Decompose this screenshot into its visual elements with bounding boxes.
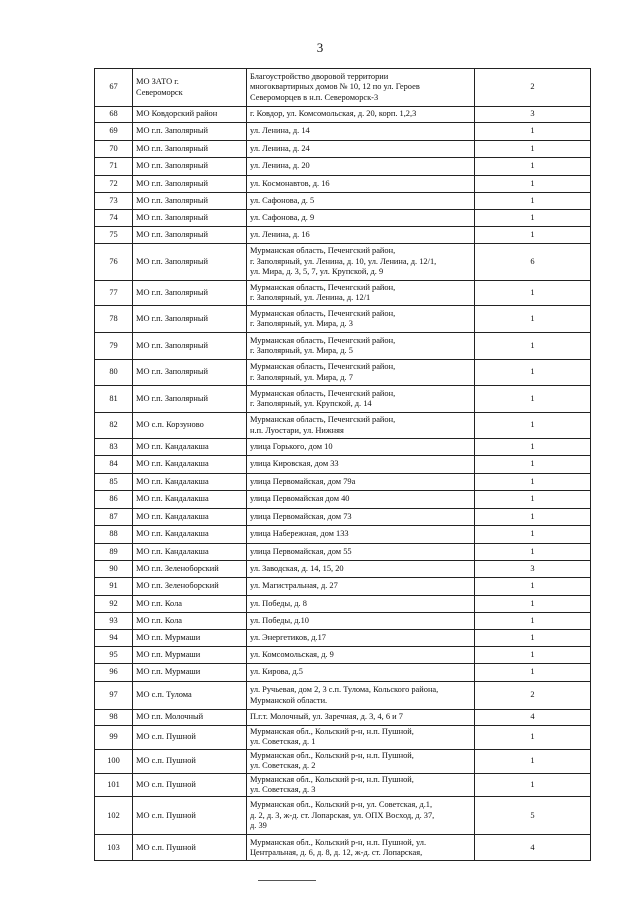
- table-row: [95, 386, 591, 413]
- row-number: 84: [95, 456, 133, 474]
- table-row: [95, 544, 591, 561]
- table-row: [95, 333, 591, 360]
- table-row: [95, 281, 591, 306]
- row-count: 1: [475, 647, 591, 664]
- table-row: [95, 193, 591, 210]
- row-count: 1: [475, 491, 591, 509]
- table-row: [95, 773, 591, 797]
- row-municipality: МО г.п. Заполярный: [133, 227, 247, 244]
- table-row: [95, 647, 591, 664]
- table-row: [95, 664, 591, 682]
- row-address: ул. Победы, д. 8: [247, 596, 475, 613]
- row-number: 74: [95, 210, 133, 227]
- row-municipality: МО г.п. Мурмаши: [133, 630, 247, 647]
- table-row: [95, 210, 591, 227]
- row-number: 76: [95, 244, 133, 281]
- row-address: ул. Комсомольская, д. 9: [247, 647, 475, 664]
- row-address: улица Набережная, дом 133: [247, 526, 475, 544]
- row-municipality: МО г.п. Кола: [133, 613, 247, 630]
- row-count: 1: [475, 281, 591, 306]
- table-row: [95, 439, 591, 456]
- row-address: Мурманская область, Печенгский район, г. Заполярный, ул. Крупской, д. 14: [247, 386, 475, 413]
- table-row: [95, 123, 591, 141]
- table-row: [95, 710, 591, 726]
- row-municipality: МО г.п. Молочный: [133, 710, 247, 726]
- row-address: улица Первомайская дом 40: [247, 491, 475, 509]
- row-address: ул. Космонавтов, д. 16: [247, 176, 475, 193]
- row-municipality: МО г.п. Мурмаши: [133, 664, 247, 682]
- row-address: ул. Заводская, д. 14, 15, 20: [247, 561, 475, 578]
- row-number: 67: [95, 69, 133, 107]
- row-municipality: МО г.п. Кандалакша: [133, 544, 247, 561]
- row-address: Мурманская область, Печенгский район, г. Заполярный, ул. Ленина, д. 12/1: [247, 281, 475, 306]
- row-number: 68: [95, 107, 133, 123]
- row-count: 1: [475, 664, 591, 682]
- row-municipality: МО г.п. Заполярный: [133, 193, 247, 210]
- row-number: 82: [95, 413, 133, 439]
- table-row: [95, 726, 591, 750]
- row-municipality: МО г.п. Кандалакша: [133, 491, 247, 509]
- row-count: 1: [475, 509, 591, 526]
- row-municipality: МО г.п. Заполярный: [133, 244, 247, 281]
- row-address: Мурманская обл., Кольский р-н, н.п. Пушной, ул. Центральная, д. 6, д. 8, д. 12, ж-д. ст. Лопарская,: [247, 835, 475, 861]
- row-municipality: МО г.п. Кандалакша: [133, 509, 247, 526]
- row-count: 1: [475, 333, 591, 360]
- row-number: 77: [95, 281, 133, 306]
- row-number: 89: [95, 544, 133, 561]
- row-address: ул. Победы, д.10: [247, 613, 475, 630]
- row-municipality: МО г.п. Заполярный: [133, 281, 247, 306]
- row-count: 5: [475, 797, 591, 835]
- row-number: 95: [95, 647, 133, 664]
- table-row: [95, 682, 591, 710]
- row-count: 1: [475, 210, 591, 227]
- table-row: [95, 561, 591, 578]
- row-address: улица Первомайская, дом 55: [247, 544, 475, 561]
- row-number: 81: [95, 386, 133, 413]
- row-number: 78: [95, 306, 133, 333]
- addresses-table: [94, 68, 591, 861]
- row-count: 1: [475, 749, 591, 773]
- row-number: 94: [95, 630, 133, 647]
- row-address: ул. Ленина, д. 14: [247, 123, 475, 141]
- row-municipality: МО г.п. Заполярный: [133, 123, 247, 141]
- table-row: [95, 141, 591, 158]
- row-number: 101: [95, 773, 133, 797]
- row-address: Мурманская область, Печенгский район, г. Заполярный, ул. Мира, д. 5: [247, 333, 475, 360]
- table-row: [95, 244, 591, 281]
- row-municipality: МО с.п. Пушной: [133, 726, 247, 750]
- row-count: 4: [475, 835, 591, 861]
- table-row: [95, 613, 591, 630]
- row-address: Мурманская область, Печенгский район, н.п. Луостари, ул. Нижняя: [247, 413, 475, 439]
- row-municipality: МО с.п. Пушной: [133, 797, 247, 835]
- table-row: [95, 360, 591, 386]
- row-count: 1: [475, 613, 591, 630]
- row-municipality: МО с.п. Пушной: [133, 835, 247, 861]
- row-number: 88: [95, 526, 133, 544]
- row-address: ул. Ленина, д. 20: [247, 158, 475, 176]
- row-number: 79: [95, 333, 133, 360]
- row-number: 99: [95, 726, 133, 750]
- row-address: г. Ковдор, ул. Комсомольская, д. 20, корп. 1,2,3: [247, 107, 475, 123]
- row-address: Мурманская область, Печенгский район, г. Заполярный, ул. Мира, д. 3: [247, 306, 475, 333]
- table-row: [95, 491, 591, 509]
- row-municipality: МО с.п. Тулома: [133, 682, 247, 710]
- row-address: Мурманская область, Печенгский район, г. Заполярный, ул. Мира, д. 7: [247, 360, 475, 386]
- row-municipality: МО с.п. Пушной: [133, 749, 247, 773]
- row-municipality: МО г.п. Кандалакша: [133, 456, 247, 474]
- row-count: 1: [475, 123, 591, 141]
- row-municipality: МО г.п. Заполярный: [133, 306, 247, 333]
- row-count: 1: [475, 306, 591, 333]
- row-address: ул. Ручьевая, дом 2, 3 с.п. Тулома, Кольского района, Мурманской области.: [247, 682, 475, 710]
- row-number: 75: [95, 227, 133, 244]
- row-municipality: МО г.п. Заполярный: [133, 333, 247, 360]
- row-count: 1: [475, 526, 591, 544]
- row-municipality: МО г.п. Зеленоборский: [133, 561, 247, 578]
- table-row: [95, 306, 591, 333]
- table-row: [95, 227, 591, 244]
- row-number: 100: [95, 749, 133, 773]
- table-row: [95, 456, 591, 474]
- row-address: П.г.т. Молочный, ул. Заречная, д. 3, 4, 6 и 7: [247, 710, 475, 726]
- row-municipality: МО г.п. Кандалакша: [133, 474, 247, 491]
- row-count: 1: [475, 726, 591, 750]
- row-number: 69: [95, 123, 133, 141]
- row-address: Благоустройство дворовой территории многоквартирных домов № 10, 12 по ул. Героев Североморцев в н.п. Североморск-3: [247, 69, 475, 107]
- row-count: 1: [475, 456, 591, 474]
- footer-divider: [258, 880, 316, 881]
- row-municipality: МО г.п. Заполярный: [133, 386, 247, 413]
- row-municipality: МО с.п. Корзуново: [133, 413, 247, 439]
- row-address: Мурманская область, Печенгский район, г. Заполярный, ул. Ленина, д. 10, ул. Ленина, д. 12/1, ул. Мира, д. 3, 5, 7, ул. Крупской, д. 9: [247, 244, 475, 281]
- row-number: 72: [95, 176, 133, 193]
- row-municipality: МО Ковдорский район: [133, 107, 247, 123]
- row-number: 70: [95, 141, 133, 158]
- row-count: 2: [475, 69, 591, 107]
- row-number: 93: [95, 613, 133, 630]
- row-address: ул. Сафонова, д. 9: [247, 210, 475, 227]
- row-number: 86: [95, 491, 133, 509]
- table-row: [95, 797, 591, 835]
- row-count: 1: [475, 227, 591, 244]
- row-address: улица Первомайская, дом 79а: [247, 474, 475, 491]
- row-count: 1: [475, 474, 591, 491]
- row-address: Мурманская обл., Кольский р-н, н.п. Пушной, ул. Советская, д. 1: [247, 726, 475, 750]
- table-row: [95, 107, 591, 123]
- row-number: 97: [95, 682, 133, 710]
- row-count: 1: [475, 386, 591, 413]
- row-count: 1: [475, 596, 591, 613]
- row-count: 1: [475, 141, 591, 158]
- row-number: 102: [95, 797, 133, 835]
- row-municipality: МО г.п. Заполярный: [133, 158, 247, 176]
- row-address: ул. Кирова, д.5: [247, 664, 475, 682]
- row-address: Мурманская обл., Кольский р-н, н.п. Пушной, ул. Советская, д. 2: [247, 749, 475, 773]
- row-municipality: МО г.п. Кандалакша: [133, 439, 247, 456]
- row-number: 92: [95, 596, 133, 613]
- row-municipality: МО г.п. Кандалакша: [133, 526, 247, 544]
- row-municipality: МО г.п. Кола: [133, 596, 247, 613]
- row-number: 71: [95, 158, 133, 176]
- row-count: 6: [475, 244, 591, 281]
- row-address: улица Первомайская, дом 73: [247, 509, 475, 526]
- row-address: ул. Сафонова, д. 5: [247, 193, 475, 210]
- row-count: 1: [475, 360, 591, 386]
- row-number: 103: [95, 835, 133, 861]
- table-row: [95, 69, 591, 107]
- row-address: ул. Магистральная, д. 27: [247, 578, 475, 596]
- row-count: 1: [475, 176, 591, 193]
- row-count: 1: [475, 578, 591, 596]
- row-count: 2: [475, 682, 591, 710]
- row-municipality: МО г.п. Мурмаши: [133, 647, 247, 664]
- table-row: [95, 526, 591, 544]
- row-count: 1: [475, 193, 591, 210]
- row-number: 83: [95, 439, 133, 456]
- table-row: [95, 176, 591, 193]
- row-municipality: МО ЗАТО г. Североморск: [133, 69, 247, 107]
- row-municipality: МО г.п. Заполярный: [133, 360, 247, 386]
- row-address: Мурманская обл., Кольский р-н, ул. Советская, д.1, д. 2, д. 3, ж-д. ст. Лопарская, ул. ОПХ Восход, д. 37, д. 39: [247, 797, 475, 835]
- table-row: [95, 474, 591, 491]
- row-municipality: МО г.п. Заполярный: [133, 210, 247, 227]
- row-number: 91: [95, 578, 133, 596]
- row-count: 3: [475, 107, 591, 123]
- table-row: [95, 578, 591, 596]
- row-number: 73: [95, 193, 133, 210]
- row-address: ул. Энергетиков, д.17: [247, 630, 475, 647]
- row-count: 1: [475, 158, 591, 176]
- table-row: [95, 413, 591, 439]
- row-address: улица Горького, дом 10: [247, 439, 475, 456]
- row-count: 3: [475, 561, 591, 578]
- page-number: 3: [316, 40, 324, 55]
- table-row: [95, 749, 591, 773]
- row-address: ул. Ленина, д. 24: [247, 141, 475, 158]
- table-row: [95, 630, 591, 647]
- row-address: Мурманская обл., Кольский р-н, н.п. Пушной, ул. Советская, д. 3: [247, 773, 475, 797]
- row-number: 87: [95, 509, 133, 526]
- row-count: 1: [475, 630, 591, 647]
- row-municipality: МО г.п. Зеленоборский: [133, 578, 247, 596]
- row-count: 1: [475, 544, 591, 561]
- row-municipality: МО г.п. Заполярный: [133, 141, 247, 158]
- row-count: 1: [475, 773, 591, 797]
- row-municipality: МО г.п. Заполярный: [133, 176, 247, 193]
- row-count: 1: [475, 439, 591, 456]
- row-number: 85: [95, 474, 133, 491]
- row-address: улица Кировская, дом 33: [247, 456, 475, 474]
- row-number: 80: [95, 360, 133, 386]
- row-address: ул. Ленина, д. 16: [247, 227, 475, 244]
- table-row: [95, 158, 591, 176]
- row-count: 4: [475, 710, 591, 726]
- table-row: [95, 509, 591, 526]
- row-number: 96: [95, 664, 133, 682]
- row-count: 1: [475, 413, 591, 439]
- row-number: 90: [95, 561, 133, 578]
- row-number: 98: [95, 710, 133, 726]
- table-row: [95, 596, 591, 613]
- row-municipality: МО с.п. Пушной: [133, 773, 247, 797]
- table-row: [95, 835, 591, 861]
